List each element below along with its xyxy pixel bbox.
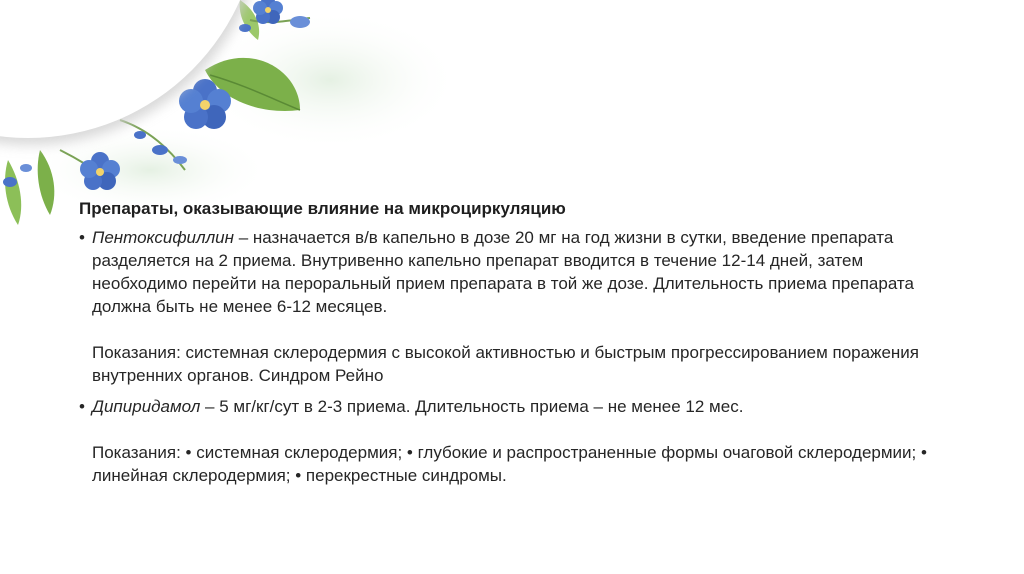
drug-indication: Показания: • системная склеродермия; • глубокие и распространенные формы очаговой склеродермии; • линейная склеродермия; • перекрестные синдромы. xyxy=(92,443,927,485)
slide-content xyxy=(79,198,959,487)
list-item-pentoxifylline xyxy=(79,226,959,387)
slide-heading: Препараты, оказывающие влияние на микроциркуляцию xyxy=(79,199,566,218)
drug-name: Пентоксифиллин xyxy=(92,228,234,247)
bullet-marker: • xyxy=(79,228,85,247)
list-item-dipyridamole xyxy=(79,395,959,487)
bullet-marker: • xyxy=(79,397,85,416)
drug-description: – назначается в/в капельно в дозе 20 мг на год жизни в сутки, введение препарата разделяется на 2 приема. Внутривенно капельно препарат вводится в течение 12-14 дней, затем необходимо перейти на пероральный прием препарата в той же дозе. Длительность приема препарата должна быть не менее 6-12 месяцев. xyxy=(92,228,914,316)
drug-description: – 5 мг/кг/сут в 2-3 приема. Длительность приема – не менее 12 мес. xyxy=(200,397,744,416)
drug-name: Дипиридамол xyxy=(92,397,201,416)
drug-indication: Показания: системная склеродермия с высокой активностью и быстрым прогрессированием поражения внутренних органов. Синдром Рейно xyxy=(92,343,919,385)
